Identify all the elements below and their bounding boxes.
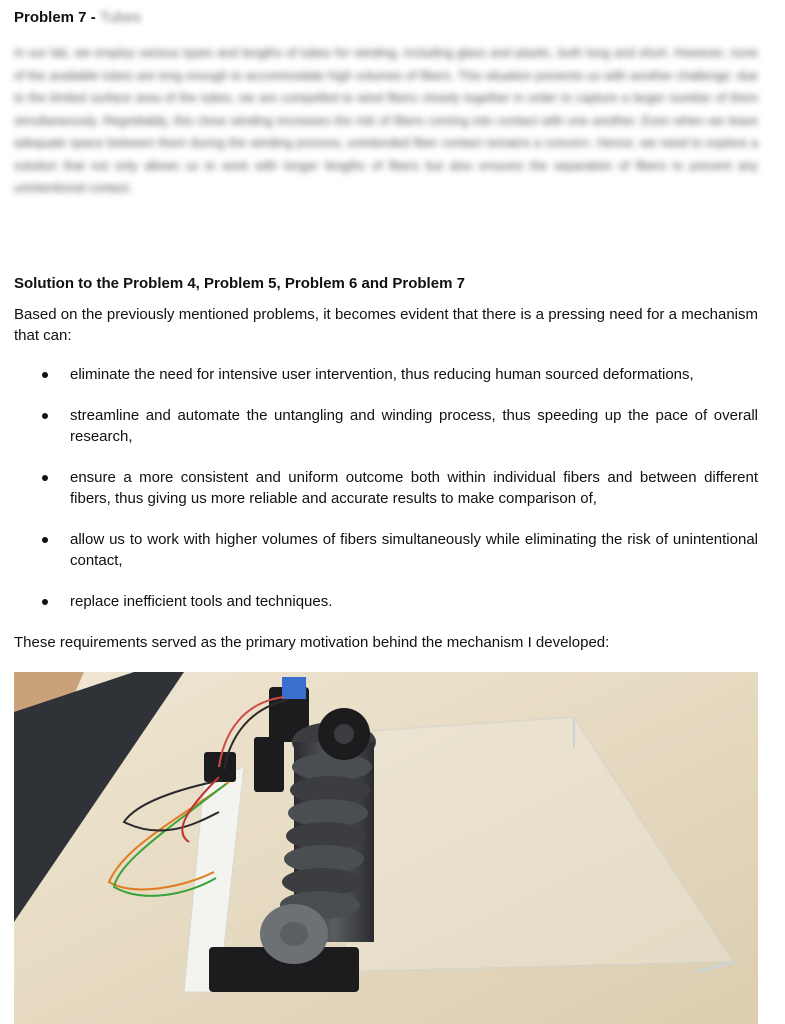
- problem-7-paragraph: In our lab, we employ various types and lengths of tubes for winding, including glass and plastic, both long and short. However, none of the available tubes are long enough to accommodate high volumes of fibers. This situation presents us with another challenge: due to the limited surface area of the tubes, we are compelled to wind fibers closely together in order to capture a larger number of them simultaneously. Regrettably, this close winding increases the risk of fibers coming into contact with one another. Even when we leave adequate space between them during the winding process, unintended fiber contact remains a concern. Hence, we need to explore a solution that not only allows us to work with longer lengths of fibers but also ensures the separation of fibers to prevent any unintentional contact.: [14, 46, 758, 195]
- list-item-text: eliminate the need for intensive user intervention, thus reducing human sourced deformations,: [70, 366, 694, 383]
- solution-heading: Solution to the Problem 4, Problem 5, Problem 6 and Problem 7: [14, 275, 465, 292]
- list-item: [14, 529, 758, 571]
- solution-intro: Based on the previously mentioned problems, it becomes evident that there is a pressing need for a mechanism that can:: [14, 306, 758, 344]
- stepper-driver: [282, 677, 306, 699]
- problem-7-subtitle: Tubes: [99, 9, 141, 26]
- bullet-icon: [42, 537, 48, 543]
- gear-icon: [318, 708, 370, 760]
- bullet-icon: [42, 599, 48, 605]
- requirements-list: [14, 364, 758, 612]
- list-item-text: replace inefficient tools and techniques.: [70, 593, 333, 610]
- problem-7-heading: [14, 8, 758, 28]
- side-bracket: [254, 737, 284, 792]
- list-item: [14, 467, 758, 509]
- bullet-icon: [42, 413, 48, 419]
- list-item-text: allow us to work with higher volumes of fibers simultaneously while eliminating the risk of unintentional contact,: [70, 531, 758, 569]
- list-item: [14, 405, 758, 447]
- bullet-icon: [42, 475, 48, 481]
- list-item: [14, 364, 758, 385]
- closing-paragraph: These requirements served as the primary motivation behind the mechanism I developed:: [14, 634, 610, 651]
- bullet-icon: [42, 372, 48, 378]
- mechanism-photo: [14, 672, 758, 1024]
- mechanism-illustration: [14, 672, 758, 1024]
- list-item: [14, 591, 758, 612]
- document-page: [14, 8, 758, 653]
- list-item-text: streamline and automate the untangling and winding process, thus speeding up the pace of overall research,: [70, 407, 758, 445]
- list-item-text: ensure a more consistent and uniform outcome both within individual fibers and between different fibers, thus giving us more reliable and accurate results to make comparison of,: [70, 469, 758, 507]
- problem-7-label: Problem 7 -: [14, 9, 96, 26]
